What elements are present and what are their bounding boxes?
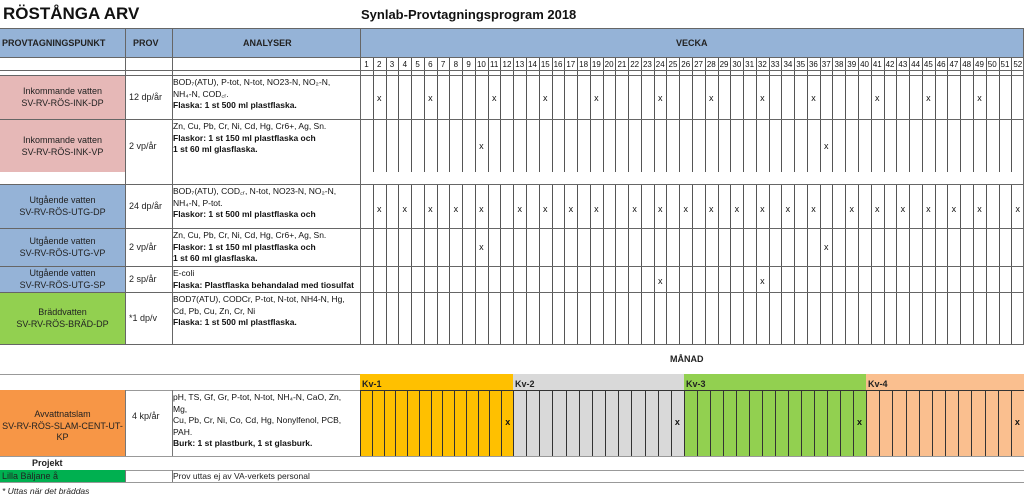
sample-mark: x — [709, 204, 714, 214]
quarter-gridline — [775, 390, 776, 456]
week-gridline — [437, 57, 438, 344]
analys-line: pH, TS, Gf, Gr, P-tot, N-tot, NH₄-N, CaO, Zn, — [173, 392, 342, 402]
slam-freq: 4 kp/år — [132, 411, 160, 421]
quarter-gridline — [827, 390, 828, 456]
week-gridline — [475, 57, 476, 344]
row-line — [0, 470, 1024, 471]
quarter-gridline — [384, 390, 385, 456]
quarter-gridline — [592, 390, 593, 456]
week-number: 6 — [428, 60, 433, 69]
sample-mark: x — [428, 93, 433, 103]
week-gridline — [462, 57, 463, 344]
sample-mark: x — [926, 93, 931, 103]
program-title: Synlab-Provtagningsprogram 2018 — [361, 7, 577, 22]
sample-mark: x — [479, 242, 484, 252]
prov-frequency: 2 sp/år — [129, 274, 157, 284]
header-vecka: VECKA — [676, 38, 708, 48]
point-name-cell — [0, 75, 125, 119]
week-number: 1 — [364, 60, 369, 69]
quarter-gridline — [645, 390, 646, 456]
week-number: 2 — [377, 60, 382, 69]
quarter-gridline — [631, 390, 632, 456]
analys-container-line: Flaska: 1 st 500 ml plastflaska. — [173, 317, 297, 327]
sample-mark: x — [377, 204, 382, 214]
point-name-cell — [0, 184, 125, 228]
week-number: 5 — [415, 60, 420, 69]
point-name-cell — [0, 119, 125, 172]
week-number: 15 — [540, 60, 550, 69]
point-name: Utgående vatten — [29, 236, 96, 246]
week-number: 10 — [476, 60, 486, 69]
analys-line: Zn, Cu, Pb, Cr, Ni, Cd, Hg, Cr6+, Ag, Sn. — [173, 121, 327, 131]
sample-mark: x — [594, 204, 599, 214]
quarter-sample-mark: x — [856, 417, 862, 427]
sample-mark: x — [683, 204, 688, 214]
header-analyser: ANALYSER — [243, 38, 292, 48]
analys-line: Zn, Cu, Pb, Cr, Ni, Cd, Hg, Cr6+, Ag, Sn. — [173, 230, 327, 240]
week-number: 41 — [872, 60, 882, 69]
week-number: 8 — [453, 60, 459, 69]
row-line — [0, 344, 1024, 345]
week-gridline — [884, 57, 885, 344]
analys-container-line: Flaskor: 1 st 500 ml plastflaska och — [173, 209, 316, 219]
week-number: 11 — [490, 60, 499, 69]
analys-line: Cu, Pb, Cr, Ni, Co, Cd, Hg, Nonylfenol, PCB, — [173, 415, 342, 425]
week-number: 33 — [770, 60, 780, 69]
row-line — [0, 456, 1024, 457]
week-number: 44 — [911, 60, 921, 69]
sample-mark: x — [977, 204, 982, 214]
week-gridline — [513, 57, 514, 344]
analys-container-line: Burk: 1 st plastburk, 1 st glasburk. — [173, 438, 313, 448]
sample-mark: x — [760, 93, 765, 103]
quarter-gridline — [442, 390, 443, 456]
week-gridline — [1011, 57, 1012, 344]
week-number: 51 — [1000, 60, 1010, 69]
week-number: 47 — [949, 60, 959, 69]
analys-line: PAH. — [173, 426, 193, 437]
quarter-gridline — [697, 390, 698, 456]
point-name: Bräddvatten — [38, 307, 87, 317]
quarter-gridline — [419, 390, 420, 456]
column-divider — [125, 28, 126, 344]
point-name-cell — [0, 228, 125, 266]
sample-mark: x — [1015, 204, 1021, 214]
analys-text — [173, 230, 326, 265]
projekt-name: Lilla Bäljane å — [2, 471, 59, 481]
analys-text — [173, 121, 326, 156]
week-number: 14 — [528, 60, 537, 69]
sample-mark: x — [926, 204, 931, 214]
prov-frequency: 2 vp/år — [129, 242, 157, 252]
point-code: SV-RV-RÖS-UTG-DP — [19, 207, 106, 217]
week-number: 49 — [975, 60, 984, 69]
quarter-gridline — [478, 390, 479, 456]
row-line — [0, 119, 1024, 120]
quarter-gridline — [919, 390, 920, 456]
quarter-gridline — [958, 390, 959, 456]
quarter-gridline — [736, 390, 737, 456]
quarter-gridline — [407, 390, 408, 456]
quarter-gridline — [658, 390, 659, 456]
quarter-gridline — [372, 390, 373, 456]
sample-mark: x — [491, 93, 497, 103]
manad-label: MÅNAD — [670, 354, 704, 364]
quarter-sample-mark: x — [674, 417, 680, 427]
week-number: 34 — [783, 60, 793, 69]
column-divider — [360, 28, 361, 344]
quarter-gridline — [840, 390, 841, 456]
quarter-gridline — [489, 390, 490, 456]
quarter-sample-mark: x — [505, 417, 511, 427]
point-code: SV-RV-RÖS-INK-DP — [21, 98, 104, 108]
analys-line: BOD₇(ATU), P-tot, N-tot, NO23-N, NO₂-N, — [173, 77, 331, 87]
quarter-gridline — [566, 390, 567, 456]
week-number: 19 — [591, 60, 601, 69]
sample-mark: x — [849, 204, 854, 214]
quarter-label: Kv-4 — [868, 379, 888, 389]
sample-mark: x — [811, 93, 816, 103]
point-code: SV-RV-RÖS-UTG-VP — [19, 248, 106, 258]
sample-mark: x — [760, 276, 765, 286]
row-line — [0, 482, 1024, 483]
sample-mark: x — [823, 141, 829, 151]
week-number: 4 — [402, 60, 408, 69]
quarter-gridline — [579, 390, 580, 456]
week-gridline — [398, 57, 399, 344]
analys-text — [173, 268, 354, 291]
quarter-gridline — [906, 390, 907, 456]
point-name: Utgående vatten — [29, 268, 96, 278]
prov-frequency: 12 dp/år — [129, 92, 163, 102]
point-code: SV-RV-RÖS-BRÄD-DP — [16, 319, 109, 329]
week-gridline — [577, 57, 578, 344]
week-gridline — [692, 57, 693, 344]
column-divider — [125, 470, 126, 482]
projekt-label: Projekt — [32, 458, 63, 468]
quarter-gridline — [395, 390, 396, 456]
week-number: 27 — [694, 60, 703, 69]
week-gridline — [769, 57, 770, 344]
week-number: 3 — [389, 60, 395, 69]
week-number: 25 — [668, 60, 678, 69]
quarter-gridline — [454, 390, 455, 456]
slam-code: SV-RV-RÖS-SLAM-CENT-UT-KP — [2, 421, 123, 442]
week-gridline — [820, 57, 821, 344]
quarter-label: Kv-1 — [362, 379, 382, 389]
quarter-gridline — [749, 390, 750, 456]
quarter-label: Kv-3 — [686, 379, 706, 389]
week-number: 22 — [630, 60, 640, 69]
sample-mark: x — [823, 242, 829, 252]
analys-container-line: Flaskor: 1 st 150 ml plastflaska och — [173, 132, 316, 143]
quarter-gridline — [526, 390, 527, 456]
column-divider — [125, 390, 126, 456]
sample-mark: x — [709, 93, 714, 103]
analys-text — [173, 77, 330, 112]
quarter-label: Kv-2 — [515, 379, 535, 389]
point-name: Inkommande vatten — [22, 86, 103, 96]
week-number: 16 — [553, 60, 563, 69]
sample-mark: x — [428, 204, 433, 214]
analys-text — [173, 294, 345, 329]
week-gridline — [730, 57, 731, 344]
quarter-block — [360, 374, 513, 456]
week-number: 23 — [642, 60, 652, 69]
quarter-gridline — [801, 390, 802, 456]
sample-mark: x — [951, 204, 957, 214]
sample-mark: x — [785, 204, 791, 214]
sample-mark: x — [657, 276, 663, 286]
sample-mark: x — [594, 93, 599, 103]
analys-line: BOD7(ATU), CODCr, P-tot, N-tot, NH4-N, Hg, — [173, 294, 345, 304]
week-gridline — [781, 57, 782, 344]
sample-mark: x — [875, 93, 880, 103]
week-gridline — [909, 57, 910, 344]
point-code: SV-RV-RÖS-UTG-SP — [19, 280, 106, 290]
week-number: 37 — [821, 60, 831, 69]
quarter-gridline — [710, 390, 711, 456]
week-gridline — [603, 57, 604, 344]
sample-mark: x — [453, 204, 459, 214]
week-gridline — [999, 57, 1000, 344]
week-gridline — [743, 57, 744, 344]
analys-container-line: Flaska: 1 st 500 ml plastflaska. — [173, 100, 297, 110]
analys-line: E-coli — [173, 268, 195, 278]
week-number: 36 — [808, 60, 818, 69]
week-gridline — [615, 57, 616, 344]
quarter-gridline — [788, 390, 789, 456]
analys-container-line: 1 st 60 ml glasflaska. — [173, 144, 258, 154]
week-gridline — [858, 57, 859, 344]
sample-mark: x — [517, 204, 522, 214]
quarter-gridline — [866, 390, 867, 456]
row-line — [0, 228, 1024, 229]
week-gridline — [832, 57, 833, 344]
row-line — [0, 70, 1024, 71]
quarter-gridline — [605, 390, 606, 456]
week-number: 40 — [860, 60, 869, 69]
week-number: 17 — [566, 60, 576, 69]
spacer-row — [0, 172, 1024, 184]
quarter-line — [360, 390, 1024, 391]
row-line — [0, 266, 1024, 267]
week-gridline — [794, 57, 795, 344]
week-number: 26 — [681, 60, 691, 69]
week-gridline — [960, 57, 961, 344]
quarter-gridline — [684, 390, 685, 456]
week-number: 7 — [440, 60, 446, 69]
row-line — [0, 184, 1024, 185]
week-number: 46 — [936, 60, 946, 69]
sample-mark: x — [900, 204, 906, 214]
analys-line: Mg, — [173, 403, 188, 414]
quarter-gridline — [985, 390, 986, 456]
slam-analys-text — [173, 392, 341, 450]
sample-mark: x — [543, 204, 548, 214]
week-gridline — [386, 57, 387, 344]
week-number: 38 — [834, 60, 844, 69]
analys-container-line: Flaska: Plastflaska behandalad med tiosulfat — [173, 279, 354, 290]
week-gridline — [947, 57, 948, 344]
header-prov: PROV — [133, 38, 159, 48]
week-gridline — [986, 57, 987, 344]
quarter-gridline — [998, 390, 999, 456]
week-gridline — [564, 57, 565, 344]
sample-mark: x — [632, 204, 637, 214]
quarter-gridline — [814, 390, 815, 456]
point-name: Inkommande vatten — [22, 134, 103, 145]
week-number: 45 — [923, 60, 933, 69]
footnote: * Uttas när det bräddas — [2, 486, 90, 496]
week-gridline — [935, 57, 936, 344]
sample-mark: x — [402, 204, 408, 214]
quarter-gridline — [431, 390, 432, 456]
week-number: 50 — [987, 60, 997, 69]
week-number: 28 — [706, 60, 716, 69]
page-title: RÖSTÅNGA ARV — [3, 4, 140, 23]
week-number: 13 — [515, 60, 525, 69]
row-line — [0, 292, 1024, 293]
quarter-gridline — [552, 390, 553, 456]
analys-container-line: Flaskor: 1 st 150 ml plastflaska och — [173, 241, 316, 252]
point-code: SV-RV-RÖS-INK-VP — [21, 146, 104, 157]
quarter-gridline — [945, 390, 946, 456]
prov-frequency: 2 vp/år — [129, 140, 157, 151]
sample-mark: x — [568, 204, 574, 214]
week-number: 30 — [732, 60, 742, 69]
analys-line: NH₄-N, P-tot. — [173, 197, 223, 208]
quarter-gridline — [971, 390, 972, 456]
sample-mark: x — [479, 204, 484, 214]
quarter-gridline — [762, 390, 763, 456]
sample-mark: x — [734, 204, 740, 214]
quarter-gridline — [618, 390, 619, 456]
week-number: 18 — [579, 60, 589, 69]
row-line — [0, 57, 1024, 58]
row-line — [0, 75, 1024, 76]
quarter-gridline — [892, 390, 893, 456]
prov-frequency: 24 dp/år — [129, 201, 163, 211]
sample-mark: x — [479, 141, 484, 151]
analys-line: NH₄-N, COD꜀ᵣ. — [173, 88, 229, 99]
quarter-gridline — [879, 390, 880, 456]
quarter-gridline — [466, 390, 467, 456]
week-number: 24 — [655, 60, 665, 69]
sample-mark: x — [811, 204, 816, 214]
week-gridline — [628, 57, 629, 344]
quarter-gridline — [513, 390, 514, 456]
week-gridline — [552, 57, 553, 344]
week-number: 12 — [502, 60, 512, 69]
sample-mark: x — [760, 204, 765, 214]
sample-mark: x — [377, 93, 382, 103]
week-gridline — [679, 57, 680, 344]
analys-container-line: 1 st 60 ml glasflaska. — [173, 253, 258, 263]
week-gridline — [896, 57, 897, 344]
quarter-sample-mark: x — [1014, 417, 1020, 427]
quarter-gridline — [723, 390, 724, 456]
prov-frequency: *1 dp/v — [129, 313, 158, 323]
week-gridline — [411, 57, 412, 344]
row-line — [0, 28, 1024, 29]
quarter-gridline — [932, 390, 933, 456]
sample-mark: x — [657, 204, 663, 214]
projekt-note: Prov uttas ej av VA-verkets personal — [173, 471, 310, 481]
week-number: 42 — [885, 60, 895, 69]
sample-mark: x — [977, 93, 982, 103]
week-number: 39 — [847, 60, 857, 69]
quarter-gridline — [360, 390, 361, 456]
week-number: 43 — [898, 60, 908, 69]
week-number: 21 — [617, 60, 627, 69]
week-number: 31 — [745, 60, 755, 69]
sample-mark: x — [657, 93, 663, 103]
week-number: 52 — [1013, 60, 1023, 69]
sample-mark: x — [875, 204, 880, 214]
sample-mark: x — [543, 93, 548, 103]
week-number: 29 — [719, 60, 729, 69]
week-number: 32 — [757, 60, 767, 69]
quarter-gridline — [539, 390, 540, 456]
header-point: PROVTAGNINGSPUNKT — [2, 38, 106, 48]
analys-line: Cd, Pb, Cu, Zn, Cr, Ni — [173, 305, 256, 316]
week-number: 35 — [796, 60, 806, 69]
week-number: 48 — [962, 60, 972, 69]
week-number: 9 — [466, 60, 471, 69]
point-name: Utgående vatten — [29, 195, 96, 205]
week-gridline — [718, 57, 719, 344]
week-gridline — [449, 57, 450, 344]
slam-name: Avvattnatslam — [34, 409, 91, 419]
week-gridline — [845, 57, 846, 344]
week-gridline — [641, 57, 642, 344]
week-gridline — [526, 57, 527, 344]
point-name-cell — [0, 292, 125, 344]
analys-line: BOD₇(ATU), COD꜀ᵣ, N-tot, NO23-N, NO₂-N, — [173, 186, 337, 196]
analys-text — [173, 186, 336, 221]
week-number: 20 — [604, 60, 614, 69]
